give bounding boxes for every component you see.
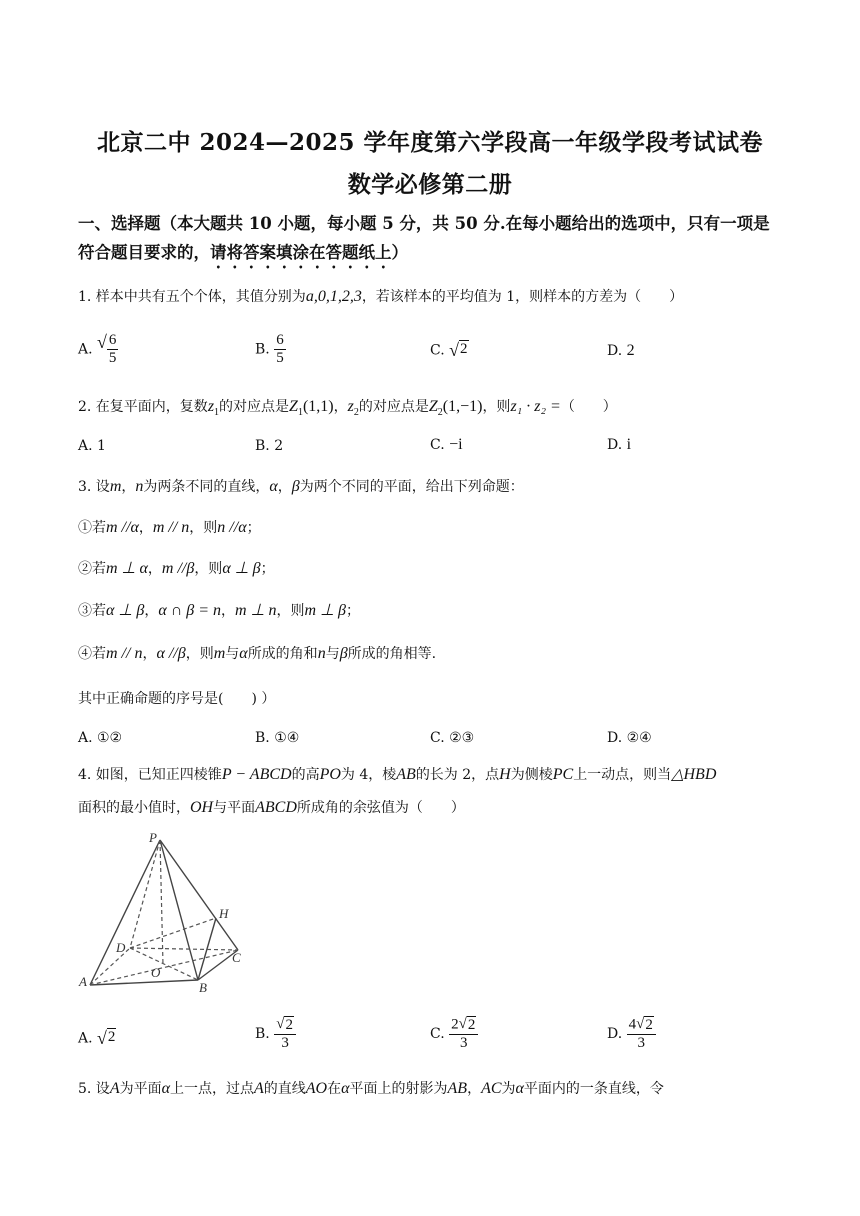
label-p: P	[149, 830, 157, 845]
exam-title: 北京二中 2024—2025 学年度第六学段高一年级学段考试试卷	[96, 129, 764, 156]
label-h: H	[219, 906, 229, 921]
q1-option-a: A. √ $\frac{6}{5}$	[78, 332, 117, 366]
pyramid-figure	[78, 828, 258, 998]
q4-option-c: C. 2 √ 2 3	[430, 1016, 478, 1052]
q3-proposition-4: ④若m // n，α //β，则m与α所成的角和n与β所成的角相等.	[78, 645, 437, 662]
q2-option-c: C. −i	[430, 436, 463, 453]
question-2-stem: 2. 在复平面内，复数$z_1$的对应点是$Z_1(1,1)$，$z_2$的对应点是$Z_2(1,-1)$，则z₁ · z₂ =（ ）	[78, 398, 617, 418]
edge-pa	[90, 840, 160, 985]
question-4-stem-line2: 面积的最小值时，OH与平面ABCD所成角的余弦值为（ ）	[78, 799, 465, 816]
label-o: O	[151, 965, 161, 980]
q1-option-d: D. 2	[607, 342, 635, 359]
edge-po	[160, 840, 163, 965]
question-1-stem: 1. 样本中共有五个个体，其值分别为a,0,1,2,3，若该样本的平均值为 1，则样本的方差为（ ）	[78, 288, 684, 305]
q2-option-a: A. 1	[78, 438, 106, 454]
q4-option-a: A. √ 2	[78, 1028, 116, 1048]
label-b: B	[199, 980, 207, 995]
emphasis-instruction: 请将答案填涂在答题纸上	[210, 243, 392, 262]
edge-pb	[160, 840, 198, 980]
edge-dh	[130, 918, 216, 948]
q3-option-d: D. ②④	[607, 730, 652, 746]
q2-option-d: D. i	[607, 436, 632, 453]
q3-proposition-2: ②若m ⊥ α，m //β，则α ⊥ β；	[78, 560, 275, 577]
exam-subtitle: 数学必修第二册	[347, 171, 513, 198]
q1-option-c: C. √ 2	[430, 340, 468, 360]
question-5-stem: 5. 设A为平面α上一点，过点A的直线AO在α平面上的射影为AB，AC为α平面内的一条直线，令	[78, 1080, 664, 1097]
section-heading-line1: 一、选择题（本大题共 10 小题，每小题 5 分，共 50 分.在每小题给出的选项中，只有一项是	[78, 214, 770, 233]
q4-option-d: D. 4 √ 2 3	[607, 1016, 656, 1052]
edge-dc	[130, 948, 238, 950]
label-d: D	[116, 940, 126, 955]
q1-option-b: B. $\frac{6}{5}$	[255, 332, 284, 366]
q3-option-a: A. ①②	[78, 730, 123, 746]
q3-proposition-3: ③若α ⊥ β，α ∩ β = n，m ⊥ n，则m ⊥ β；	[78, 602, 360, 619]
q4-option-b: B. √ 2 3	[255, 1016, 296, 1052]
q2-option-b: B. 2	[255, 438, 284, 454]
q3-option-c: C. ②③	[430, 730, 475, 746]
edge-db	[130, 948, 198, 980]
question-4-stem-line1: 4. 如图，已知正四棱锥P − ABCD的高PO为 4，棱AB的长为 2，点H为侧棱PC上一动点，则当△HBD	[78, 766, 717, 783]
label-a: A	[79, 974, 87, 989]
q3-question: 其中正确命题的序号是( ) ）	[78, 691, 276, 707]
q3-option-b: B. ①④	[255, 730, 300, 746]
question-3-stem: 3. 设m，n为两条不同的直线，α，β为两个不同的平面，给出下列命题：	[78, 478, 524, 495]
section-heading-line2: 符合题目要求的，请将答案填涂在答题纸上）	[78, 243, 408, 262]
label-c: C	[232, 950, 241, 965]
section-heading	[78, 209, 798, 272]
q3-proposition-1: ①若m //α，m // n，则n //α；	[78, 519, 261, 536]
